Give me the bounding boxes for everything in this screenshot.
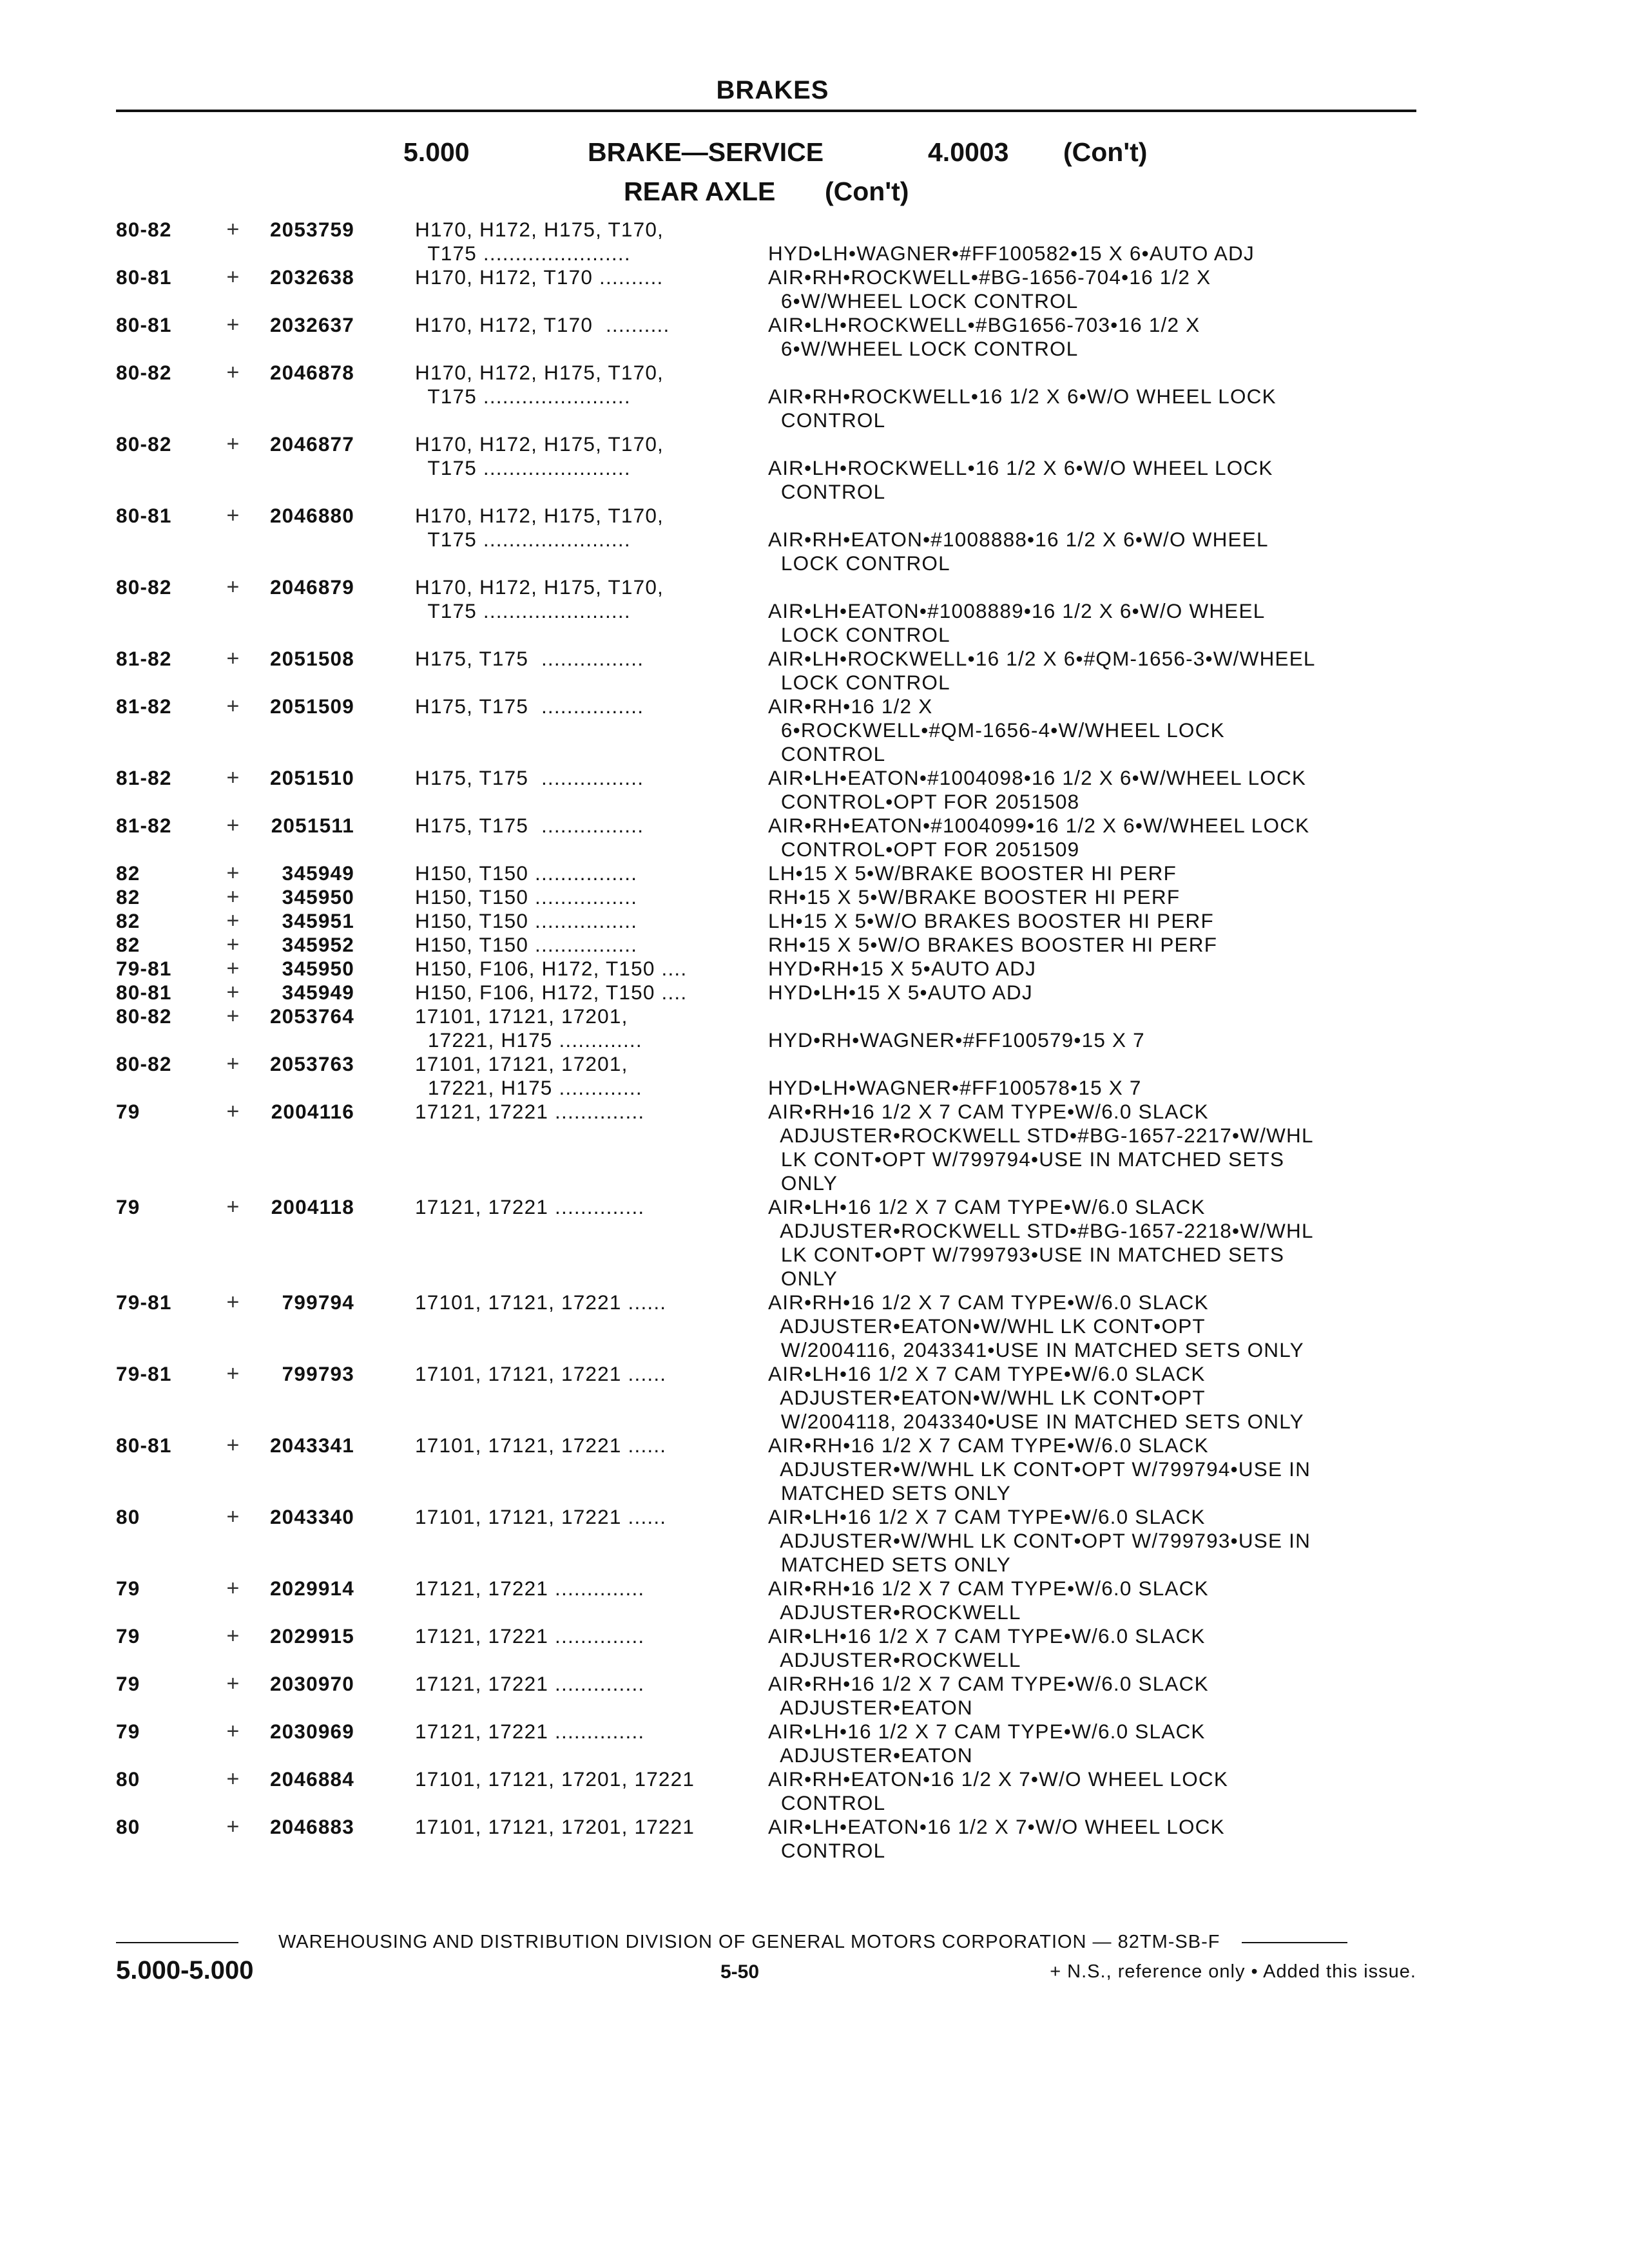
model-year: 81-82 [116, 766, 172, 789]
table-row [116, 1720, 1424, 1767]
description: LH•15 X 5•W/O BRAKES BOOSTER HI PERF [768, 909, 1214, 932]
part-number: 345951 [282, 909, 354, 932]
table-row [116, 861, 1424, 885]
part-number: 2032637 [269, 313, 354, 336]
application: H150, T150 ................ [415, 885, 638, 908]
ns-marker: + [226, 646, 240, 671]
ns-marker: + [226, 1290, 240, 1314]
model-year: 82 [116, 909, 140, 932]
subsection-name: REAR AXLE [624, 177, 776, 206]
table-row [116, 909, 1424, 933]
model-year: 79 [116, 1195, 140, 1218]
page-title: BRAKES [716, 76, 829, 104]
table-row [116, 957, 1424, 981]
application: H170, H172, H175, T170, T175 ....................... [415, 504, 664, 551]
ns-marker: + [226, 980, 240, 1004]
parts-table [116, 218, 1424, 1863]
part-number: 2030970 [269, 1672, 354, 1695]
footer-section-range: 5.000-5.000 [116, 1956, 254, 1984]
table-row [116, 1362, 1424, 1434]
model-year: 82 [116, 885, 140, 908]
part-number: 2053759 [269, 218, 354, 241]
part-number: 2004118 [271, 1195, 354, 1218]
table-row [116, 1100, 1424, 1195]
part-number: 2032638 [269, 265, 354, 289]
application: H150, T150 ................ [415, 933, 638, 956]
application: H175, T175 ................ [415, 766, 644, 789]
model-year: 82 [116, 861, 140, 885]
model-year: 80-82 [116, 575, 172, 599]
application: H175, T175 ................ [415, 647, 644, 670]
model-year: 80-82 [116, 432, 172, 456]
model-year: 79 [116, 1624, 140, 1648]
table-row [116, 1004, 1424, 1052]
table-row [116, 814, 1424, 861]
section-number: 5.000 [403, 137, 470, 167]
table-row [116, 575, 1424, 647]
ns-marker: + [226, 265, 240, 289]
ns-marker: + [226, 694, 240, 718]
part-number: 2043341 [269, 1434, 354, 1457]
part-number: 2043340 [269, 1505, 354, 1528]
table-row [116, 1434, 1424, 1505]
description: AIR•LH•16 1/2 X 7 CAM TYPE•W/6.0 SLACK ADJUSTER•EATON•W/WHL LK CONT•OPT W/2004118, 2043340•USE IN MATCHED SETS ONLY [768, 1362, 1304, 1433]
ns-marker: + [226, 1719, 240, 1744]
part-number: 2004116 [271, 1100, 354, 1123]
part-number: 2051508 [269, 647, 354, 670]
table-row [116, 981, 1424, 1004]
ns-marker: + [226, 1504, 240, 1529]
model-year: 80-81 [116, 504, 172, 527]
ns-marker: + [226, 1767, 240, 1791]
part-number: 2046883 [269, 1815, 354, 1838]
description: LH•15 X 5•W/BRAKE BOOSTER HI PERF [768, 861, 1177, 885]
model-year: 79-81 [116, 1291, 172, 1314]
table-row [116, 1052, 1424, 1100]
part-number: 2051510 [269, 766, 354, 789]
footer-division-line [116, 1932, 1416, 1953]
ns-marker: + [226, 1195, 240, 1219]
ns-marker: + [226, 956, 240, 981]
application: H170, H172, T170 .......... [415, 313, 670, 336]
part-number: 2029914 [269, 1577, 354, 1600]
application: 17101, 17121, 17221 ...... [415, 1434, 667, 1457]
part-number: 2053764 [269, 1004, 354, 1028]
footer-note: + N.S., reference only • Added this issue. [1050, 1961, 1416, 1982]
application: H150, F106, H172, T150 .... [415, 981, 688, 1004]
model-year: 80 [116, 1505, 140, 1528]
application: 17121, 17221 .............. [415, 1720, 645, 1743]
description: AIR•RH•ROCKWELL•#BG-1656-704•16 1/2 X 6•W/WHEEL LOCK CONTROL [768, 265, 1211, 312]
application: H150, F106, H172, T150 .... [415, 957, 688, 980]
part-number: 2046879 [269, 575, 354, 599]
ns-marker: + [226, 932, 240, 957]
ns-marker: + [226, 1361, 240, 1386]
part-number: 2046877 [269, 432, 354, 456]
model-year: 80-82 [116, 218, 172, 241]
table-row [116, 1577, 1424, 1624]
description: AIR•RH•16 1/2 X 7 CAM TYPE•W/6.0 SLACK ADJUSTER•EATON•W/WHL LK CONT•OPT W/2004116, 2043341•USE IN MATCHED SETS ONLY [768, 1291, 1304, 1361]
ns-marker: + [226, 765, 240, 790]
application: H175, T175 ................ [415, 814, 644, 837]
part-number: 2030969 [269, 1720, 354, 1743]
application: H150, T150 ................ [415, 909, 638, 932]
application: 17121, 17221 .............. [415, 1577, 645, 1600]
part-number: 345949 [282, 861, 354, 885]
table-row [116, 1767, 1424, 1815]
ns-marker: + [226, 861, 240, 885]
table-row [116, 432, 1424, 504]
application: 17121, 17221 .............. [415, 1195, 645, 1218]
model-year: 80-82 [116, 1004, 172, 1028]
table-row [116, 766, 1424, 814]
model-year: 80-82 [116, 1052, 172, 1075]
description: AIR•RH•EATON•#1008888•16 1/2 X 6•W/O WHEEL LOCK CONTROL [768, 528, 1269, 575]
application: 17101, 17121, 17221 ...... [415, 1291, 667, 1314]
model-year: 80-81 [116, 981, 172, 1004]
description: HYD•LH•WAGNER•#FF100578•15 X 7 [768, 1076, 1142, 1099]
ns-marker: + [226, 1576, 240, 1600]
table-row [116, 1672, 1424, 1720]
application: H170, H172, H175, T170, T175 ....................... [415, 218, 664, 265]
model-year: 79 [116, 1720, 140, 1743]
description: AIR•LH•ROCKWELL•#BG1656-703•16 1/2 X 6•W/WHEEL LOCK CONTROL [768, 313, 1200, 360]
model-year: 79 [116, 1100, 140, 1123]
application: 17101, 17121, 17201, 17221, H175 ............. [415, 1004, 642, 1052]
description: AIR•RH•16 1/2 X 7 CAM TYPE•W/6.0 SLACK ADJUSTER•ROCKWELL [768, 1577, 1209, 1624]
table-row [116, 1815, 1424, 1863]
ns-marker: + [226, 1099, 240, 1124]
ns-marker: + [226, 1624, 240, 1648]
model-year: 80 [116, 1815, 140, 1838]
table-row [116, 218, 1424, 265]
description: AIR•LH•16 1/2 X 7 CAM TYPE•W/6.0 SLACK ADJUSTER•EATON [768, 1720, 1206, 1767]
table-row [116, 933, 1424, 957]
part-number: 2053763 [269, 1052, 354, 1075]
ns-marker: + [226, 1814, 240, 1839]
description: AIR•LH•ROCKWELL•16 1/2 X 6•W/O WHEEL LOCK CONTROL [768, 456, 1273, 503]
table-row [116, 647, 1424, 695]
application: H170, H172, T170 .......... [415, 265, 664, 289]
table-row [116, 265, 1424, 313]
application: H170, H172, H175, T170, T175 ....................... [415, 575, 664, 622]
part-number: 2046880 [269, 504, 354, 527]
ns-marker: + [226, 1433, 240, 1457]
description: AIR•LH•16 1/2 X 7 CAM TYPE•W/6.0 SLACK ADJUSTER•ROCKWELL STD•#BG-1657-2218•W/WHL LK CONT•OPT W/799793•USE IN MATCHED SETS ONLY [768, 1195, 1314, 1290]
part-number: 799794 [282, 1291, 354, 1314]
part-number: 2051511 [271, 814, 354, 837]
model-year: 81-82 [116, 814, 172, 837]
description: HYD•RH•15 X 5•AUTO ADJ [768, 957, 1037, 980]
section-name: BRAKE—SERVICE [588, 137, 824, 167]
application: H150, T150 ................ [415, 861, 638, 885]
description: RH•15 X 5•W/BRAKE BOOSTER HI PERF [768, 885, 1181, 908]
part-number: 2051509 [269, 695, 354, 718]
ns-marker: + [226, 432, 240, 456]
table-row [116, 1195, 1424, 1291]
model-year: 79-81 [116, 957, 172, 980]
footer-rule-right [1242, 1942, 1347, 1943]
ns-marker: + [226, 1671, 240, 1696]
application: H170, H172, H175, T170, T175 ....................... [415, 361, 664, 408]
ns-marker: + [226, 312, 240, 337]
application: 17101, 17121, 17201, 17221 [415, 1815, 695, 1838]
table-row [116, 885, 1424, 909]
description: AIR•LH•ROCKWELL•16 1/2 X 6•#QM-1656-3•W/WHEEL LOCK CONTROL [768, 647, 1316, 694]
description: AIR•RH•EATON•#1004099•16 1/2 X 6•W/WHEEL LOCK CONTROL•OPT FOR 2051509 [768, 814, 1310, 861]
ns-marker: + [226, 908, 240, 933]
subsection-continued: (Con't) [825, 177, 909, 206]
footer-rule-left [116, 1942, 238, 1943]
ns-marker: + [226, 1004, 240, 1028]
section-continued: (Con't) [1063, 137, 1148, 167]
part-number: 345950 [282, 885, 354, 908]
title-rule [116, 110, 1416, 112]
part-number: 799793 [282, 1362, 354, 1385]
application: 17101, 17121, 17201, 17221 [415, 1767, 695, 1791]
description: AIR•LH•16 1/2 X 7 CAM TYPE•W/6.0 SLACK ADJUSTER•W/WHL LK CONT•OPT W/799793•USE IN MATCHED SETS ONLY [768, 1505, 1311, 1576]
description: AIR•RH•16 1/2 X 7 CAM TYPE•W/6.0 SLACK ADJUSTER•W/WHL LK CONT•OPT W/799794•USE IN MATCHED SETS ONLY [768, 1434, 1311, 1504]
table-row [116, 1624, 1424, 1672]
description: RH•15 X 5•W/O BRAKES BOOSTER HI PERF [768, 933, 1218, 956]
table-row [116, 695, 1424, 766]
ns-marker: + [226, 575, 240, 599]
model-year: 80-81 [116, 265, 172, 289]
model-year: 82 [116, 933, 140, 956]
model-year: 80-82 [116, 361, 172, 384]
description: HYD•RH•WAGNER•#FF100579•15 X 7 [768, 1028, 1145, 1052]
ns-marker: + [226, 503, 240, 528]
description: AIR•RH•EATON•16 1/2 X 7•W/O WHEEL LOCK CONTROL [768, 1767, 1229, 1814]
part-number: 345952 [282, 933, 354, 956]
table-row [116, 1505, 1424, 1577]
application: 17121, 17221 .............. [415, 1672, 645, 1695]
application: 17101, 17121, 17221 ...... [415, 1505, 667, 1528]
part-number: 2029915 [269, 1624, 354, 1648]
part-number: 2046878 [269, 361, 354, 384]
table-row [116, 504, 1424, 575]
application: H175, T175 ................ [415, 695, 644, 718]
model-year: 80-81 [116, 1434, 172, 1457]
description: AIR•LH•EATON•16 1/2 X 7•W/O WHEEL LOCK CONTROL [768, 1815, 1225, 1862]
ns-marker: + [226, 360, 240, 385]
application: 17101, 17121, 17221 ...... [415, 1362, 667, 1385]
application: 17121, 17221 .............. [415, 1100, 645, 1123]
description: HYD•LH•WAGNER•#FF100582•15 X 6•AUTO ADJ [768, 242, 1255, 265]
model-year: 79 [116, 1577, 140, 1600]
table-row [116, 313, 1424, 361]
part-number: 2046884 [269, 1767, 354, 1791]
model-year: 80 [116, 1767, 140, 1791]
footer-division: WAREHOUSING AND DISTRIBUTION DIVISION OF GENERAL MOTORS CORPORATION — 82TM-SB-F [278, 1932, 1220, 1952]
part-number: 345950 [282, 957, 354, 980]
ns-marker: + [226, 1052, 240, 1076]
description: HYD•LH•15 X 5•AUTO ADJ [768, 981, 1033, 1004]
footer-page-number: 5-50 [720, 1961, 760, 1983]
description: AIR•LH•16 1/2 X 7 CAM TYPE•W/6.0 SLACK ADJUSTER•ROCKWELL [768, 1624, 1206, 1671]
table-row [116, 1291, 1424, 1362]
model-year: 79 [116, 1672, 140, 1695]
description: AIR•RH•16 1/2 X 7 CAM TYPE•W/6.0 SLACK ADJUSTER•EATON [768, 1672, 1209, 1719]
ns-marker: + [226, 217, 240, 242]
description: AIR•RH•16 1/2 X 7 CAM TYPE•W/6.0 SLACK ADJUSTER•ROCKWELL STD•#BG-1657-2217•W/WHL LK CONT•OPT W/799794•USE IN MATCHED SETS ONLY [768, 1100, 1314, 1195]
table-row [116, 361, 1424, 432]
model-year: 81-82 [116, 695, 172, 718]
section-code: 4.0003 [928, 137, 1009, 167]
model-year: 81-82 [116, 647, 172, 670]
model-year: 79-81 [116, 1362, 172, 1385]
description: AIR•RH•ROCKWELL•16 1/2 X 6•W/O WHEEL LOCK CONTROL [768, 385, 1277, 432]
description: AIR•RH•16 1/2 X 6•ROCKWELL•#QM-1656-4•W/WHEEL LOCK CONTROL [768, 695, 1225, 765]
application: 17101, 17121, 17201, 17221, H175 ............. [415, 1052, 642, 1099]
model-year: 80-81 [116, 313, 172, 336]
ns-marker: + [226, 813, 240, 838]
application: 17121, 17221 .............. [415, 1624, 645, 1648]
description: AIR•LH•EATON•#1004098•16 1/2 X 6•W/WHEEL LOCK CONTROL•OPT FOR 2051508 [768, 766, 1307, 813]
application: H170, H172, H175, T170, T175 ....................... [415, 432, 664, 479]
part-number: 345949 [282, 981, 354, 1004]
ns-marker: + [226, 885, 240, 909]
description: AIR•LH•EATON•#1008889•16 1/2 X 6•W/O WHEEL LOCK CONTROL [768, 599, 1266, 646]
